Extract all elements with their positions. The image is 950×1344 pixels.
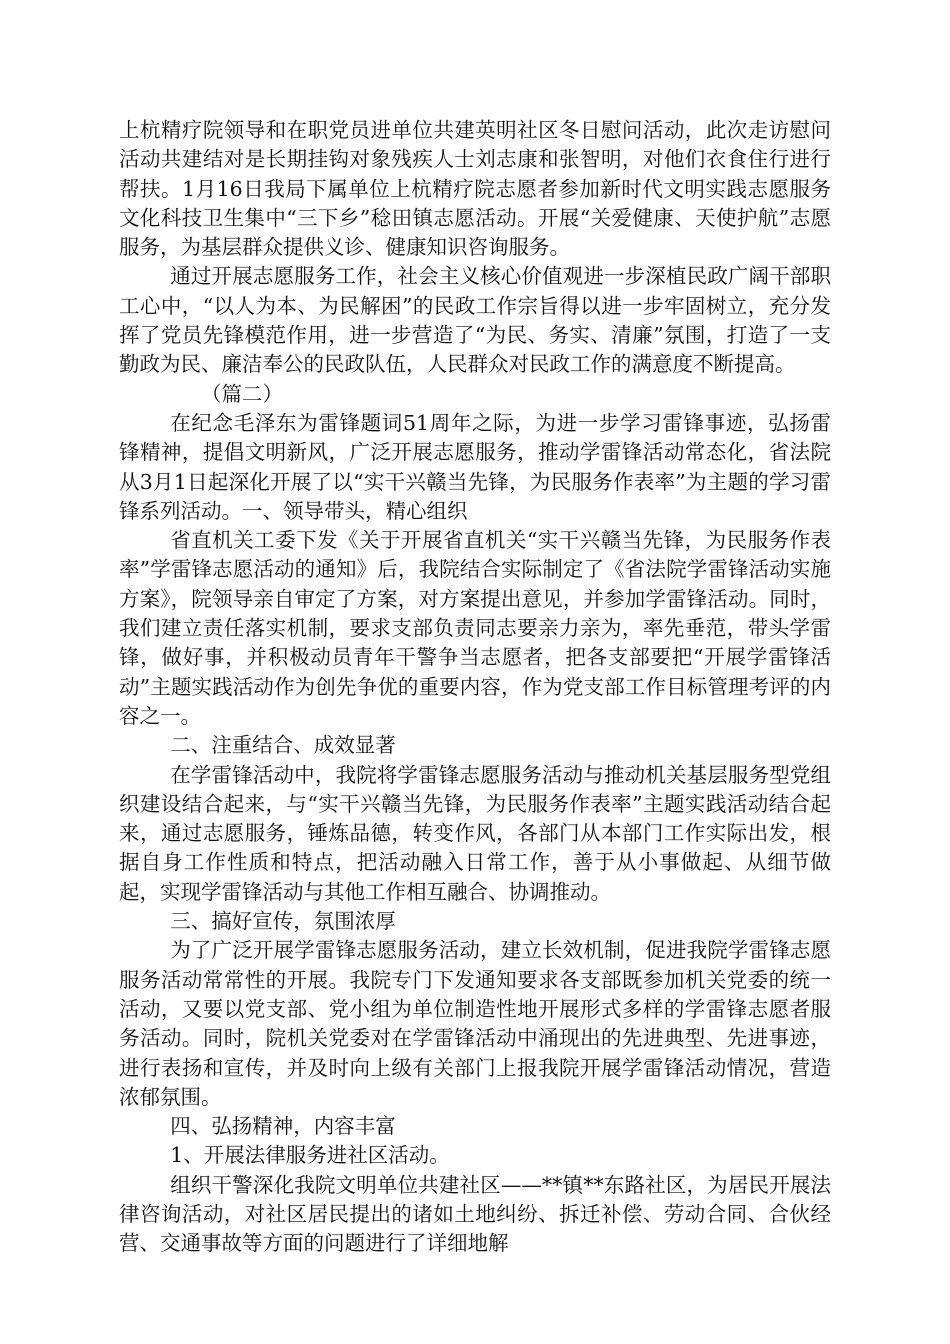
heading-four: 四、弘扬精神，内容丰富 bbox=[170, 1114, 396, 1139]
paragraph-7: 组织干警深化我院文明单位共建社区——**镇**东路社区，为居民开展法律咨询活动，对社区居民提出的诸如土地纠纷、拆迁补偿、劳动合同、合伙经营、交通事故等方面的问题进行了详细地解 bbox=[119, 1172, 831, 1256]
section-heading-part-two: （篇二） bbox=[201, 381, 283, 406]
paragraph-6: 为了广泛开展学雷锋志愿服务活动，建立长效机制，促进我院学雷锋志愿服务活动常常性的开展。我院专门下发通知要求各支部既参加机关党委的统一活动，又要以党支部、党小组为单位制造性地开展形式多样的学雷锋志愿者服务活动。同时，院机关党委对在学雷锋活动中涌现出的先进典型、先进事迹，进行表扬和宣传，并及时向上级有关部门上报我院开展学雷锋活动情况，营造浓郁氛围。 bbox=[119, 938, 831, 1109]
paragraph-5: 在学雷锋活动中，我院将学雷锋志愿服务活动与推动机关基层服务型党组织建设结合起来，与“实干兴赣当先锋，为民服务作表率”主题实践活动结合起来，通过志愿服务，锤炼品德，转变作风，各部门从本部门工作实际出发，根据自身工作性质和特点，把活动融入日常工作，善于从小事做起、从细节做起，实现学雷锋活动与其他工作相互融合、协调推动。 bbox=[119, 762, 831, 904]
document-page bbox=[119, 116, 831, 1259]
paragraph-4: 省直机关工委下发《关于开展省直机关“实干兴赣当先锋，为民服务作表率”学雷锋志愿活动的通知》后，我院结合实际制定了《省法院学雷锋活动实施方案》，院领导亲自审定了方案，对方案提出意见，并参加学雷锋活动。同时，我们建立责任落实机制，要求支部负责同志要亲力亲为，率先垂范，带头学雷锋，做好事，并积极动员青年干警争当志愿者，把各支部要把“开展学雷锋活动”主题实践活动作为创先争优的重要内容，作为党支部工作目标管理考评的内容之一。 bbox=[119, 528, 831, 728]
sub-heading-1: 1、开展法律服务进社区活动。 bbox=[170, 1143, 450, 1168]
heading-three: 三、搞好宣传，氛围浓厚 bbox=[170, 909, 396, 934]
heading-two: 二、注重结合、成效显著 bbox=[170, 733, 396, 758]
paragraph-1: 上杭精疗院领导和在职党员进单位共建英明社区冬日慰问活动，此次走访慰问活动共建结对是长期挂钩对象残疾人士刘志康和张智明，对他们衣食住行进行帮扶。1月16日我局下属单位上杭精疗院志愿者参加新时代文明实践志愿服务文化科技卫生集中“三下乡”稔田镇志愿活动。开展“关爱健康、天使护航”志愿服务，为基层群众提供义诊、健康知识咨询服务。 bbox=[119, 118, 831, 260]
paragraph-3: 在纪念毛泽东为雷锋题词51周年之际，为进一步学习雷锋事迹，弘扬雷锋精神，提倡文明新风，广泛开展志愿服务，推动学雷锋活动常态化，省法院从3月1日起深化开展了以“实干兴赣当先锋，为民服务作表率”为主题的学习雷锋系列活动。一、领导带头，精心组织 bbox=[119, 410, 831, 523]
paragraph-2: 通过开展志愿服务工作，社会主义核心价值观进一步深植民政广阔干部职工心中，“以人为本、为民解困”的民政工作宗旨得以进一步牢固树立，充分发挥了党员先锋模范作用，进一步营造了“为民、务实、清廉”氛围，打造了一支勤政为民、廉洁奉公的民政队伍，人民群众对民政工作的满意度不断提高。 bbox=[119, 264, 831, 377]
